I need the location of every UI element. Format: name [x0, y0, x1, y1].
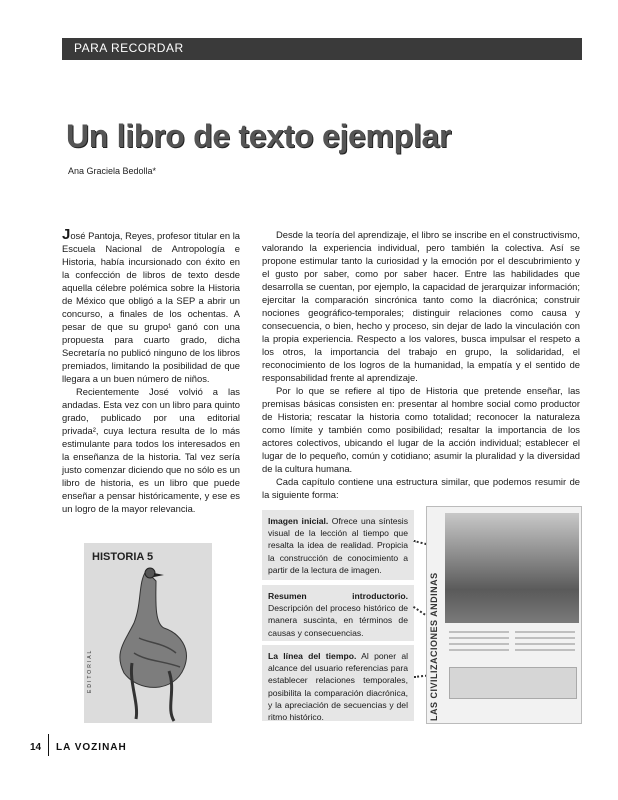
magazine-name: LA VOZINAH: [56, 742, 127, 753]
section-header-bar: [62, 38, 582, 60]
section-label: PARA RECORDAR: [74, 41, 184, 55]
right-paragraph: Desde la teoría del aprendizaje, el libro se inscribe en el constructivismo, valorando la experiencia individual, pero también la colectiva. Así se propone estimular tanto la curiosidad y la emoción por el descubrimiento y el gusto por saber, como por saber hacer. Entre las habilidades que desarrolla se cuentan, por ejemplo, la capacidad de jerarquizar información; ejercitar la comparación sincrónica tanto como la diacrónica; construir nociones geográfico-temporales; distinguir relaciones como causa y consecuencia, o bien, hecho y proceso, sin dejar de lado la vinculación con la propia experiencia. Respecto a los valores, busca impulsar el respeto a los otros, la importancia del trabajo en grupo, la solidaridad, el reconocimiento de los logros de la humanidad, la empatía y el sentido de responsabilidad frente al aprendizaje.: [262, 229, 580, 383]
ostrich-illustration: [84, 543, 212, 723]
text-line: [449, 649, 509, 651]
footer-divider: [48, 734, 49, 756]
book-spread-image: [426, 506, 582, 724]
text-line: [449, 643, 509, 645]
text-line: [449, 631, 509, 633]
text-line: [449, 637, 509, 639]
text-line: [515, 631, 575, 633]
text-line: [515, 643, 575, 645]
callout-label: Imagen inicial.: [268, 516, 329, 526]
article-author: Ana Graciela Bedolla*: [68, 166, 157, 176]
callout-label: La línea del tiempo.: [268, 651, 357, 661]
spread-vertical-title: LAS CIVILIZACIONES ANDINAS: [429, 572, 439, 721]
left-paragraph: José Pantoja, Reyes, profesor titular en la Escuela Nacional de Antropología e Historia, había incursionado con éxito en la confección de libros de texto desde aquella célebre polémica sobre la Historia de México que obligó a la SEP a abrir un concurso, a finales de los ochentas. A pesar de que su grupo¹ ganó con una propuesta para cuarto grado, dicha Secretaría no publicó ninguno de los libros premiados, limitando la posibilidad de que llegara a un buen número de niños.: [62, 226, 240, 384]
callout-text: Al poner al alcance del usuario referencias para establecer relaciones temporales, posibilita la comparación diacrónica, y la apreciación de secuencias y del ritmo histórico.: [268, 651, 409, 723]
article-title: Un libro de texto ejemplar: [66, 118, 452, 154]
callout-label: Resumen introductorio.: [268, 591, 408, 601]
right-column: [262, 228, 580, 501]
timeline-bar: [449, 667, 577, 699]
right-paragraph: Cada capítulo contiene una estructura similar, que podemos resumir de la siguiente forma:: [262, 476, 580, 500]
page-number: 14: [30, 742, 42, 753]
book-cover-image: [84, 543, 212, 723]
callout-linea-del-tiempo: [262, 645, 414, 721]
mountain-photo: [445, 513, 579, 623]
book-cover-title: HISTORIA 5: [92, 551, 154, 563]
right-paragraph: Por lo que se refiere al tipo de Historia que pretende enseñar, las premisas básicas consisten en: presentar al hombre social como productor de Historia; rescatar la historia como totalidad; reconocer la naturaleza como límite y también como posibilidad; resaltar la importancia de los actores colectivos, ubicando el lugar de la acción individual; establecer el lugar de lo pequeño, común y cotidiano; asumir la pluralidad y la diversidad de la cultura humana.: [262, 385, 580, 474]
text-line: [515, 637, 575, 639]
callout-resumen-introductorio: [262, 585, 414, 641]
callout-imagen-inicial: [262, 510, 414, 580]
callout-text: Ofrece una síntesis visual de la lección al tiempo que resalta la idea de realidad. Propicia la construcción de conocimiento a partir de la lectura de imagen.: [268, 516, 408, 575]
text-line: [515, 649, 575, 651]
left-column: [62, 228, 240, 515]
left-paragraph: Recientemente José volvió a las andadas. Esta vez con un libro para quinto grado, publicado por una editorial privada², cuya lectura resulta de lo más estimulante para todos los interesados en la enseñanza de la historia. Tal vez sería justo comenzar diciendo que no sólo es un libro de historia, es un libro que puede enseñar a pensar históricamente, y ese es un logro de la mayor relevancia.: [62, 386, 240, 514]
callout-text: Descripción del proceso histórico de manera suscinta, en términos de causas y consecuencias.: [268, 603, 408, 638]
book-cover-side-text: EDITORIAL: [87, 648, 93, 693]
